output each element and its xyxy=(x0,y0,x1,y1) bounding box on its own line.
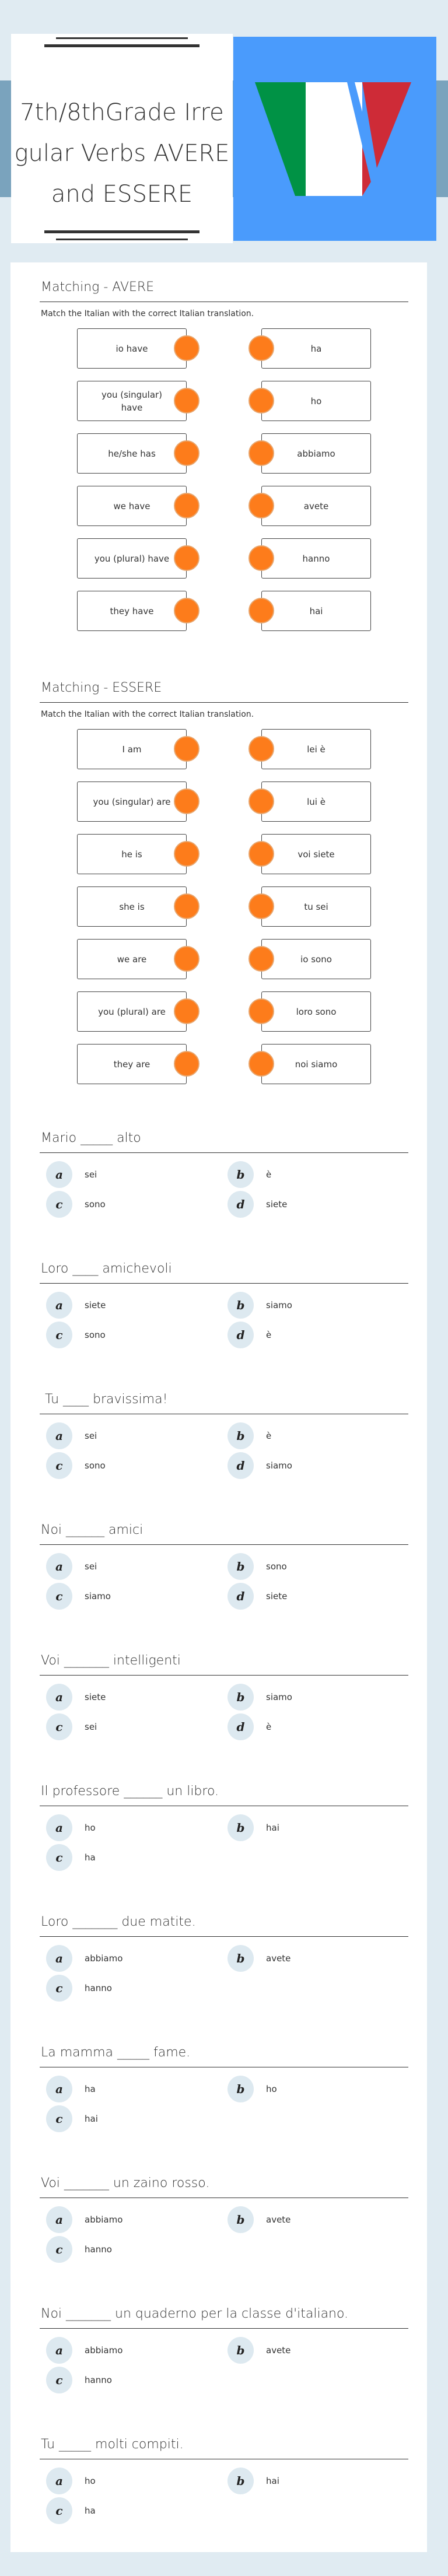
answer-option[interactable] xyxy=(228,2337,290,2364)
question-prompt: Loro ____ amichevoli xyxy=(41,1261,172,1276)
answer-option[interactable] xyxy=(228,1814,279,1841)
answer-option[interactable] xyxy=(228,1684,292,1711)
option-text: abbiamo xyxy=(85,1953,123,1964)
match-right-connector[interactable] xyxy=(249,335,274,361)
answer-option[interactable] xyxy=(46,1191,106,1218)
match-right-item[interactable]: loro sono xyxy=(261,991,371,1032)
match-left-item[interactable]: we have xyxy=(77,486,187,526)
match-right-item[interactable]: ho xyxy=(261,381,371,421)
option-text: avete xyxy=(266,1953,291,1964)
option-text: hai xyxy=(266,2476,279,2486)
match-left-item[interactable]: she is xyxy=(77,886,187,927)
section-divider xyxy=(40,702,408,703)
match-right-item[interactable]: lui è xyxy=(261,781,371,822)
answer-option[interactable] xyxy=(228,2076,277,2102)
option-text: è xyxy=(266,1169,272,1180)
option-c-badge: c xyxy=(46,1322,72,1348)
match-right-item[interactable]: avete xyxy=(261,486,371,526)
match-left-item[interactable]: they are xyxy=(77,1044,187,1084)
option-a-badge: a xyxy=(46,2468,72,2494)
option-c-badge: c xyxy=(46,2367,72,2393)
option-d-badge: d xyxy=(228,1322,254,1348)
question-divider xyxy=(40,1544,408,1545)
title-cover xyxy=(11,34,233,243)
answer-option[interactable] xyxy=(228,1583,287,1610)
answer-option[interactable] xyxy=(46,1322,106,1348)
question xyxy=(0,2176,448,2315)
option-b-badge: b xyxy=(228,2468,254,2494)
question-prompt: Mario _____ alto xyxy=(41,1131,141,1145)
divider xyxy=(56,37,188,39)
match-left-connector[interactable] xyxy=(174,545,200,571)
question xyxy=(0,1131,448,1270)
question-divider xyxy=(40,2328,408,2329)
option-text: ha xyxy=(85,1852,96,1863)
match-left-connector[interactable] xyxy=(174,998,200,1024)
answer-option[interactable] xyxy=(228,1713,271,1740)
question-prompt: Voi _______ un zaino rosso. xyxy=(41,2176,210,2191)
option-a-badge: a xyxy=(46,2337,72,2364)
option-b-badge: b xyxy=(228,1945,254,1972)
option-text: siete xyxy=(85,1300,106,1310)
option-c-badge: c xyxy=(46,2105,72,2132)
option-text: siamo xyxy=(266,1300,292,1310)
divider xyxy=(44,230,200,233)
match-right-item[interactable]: tu sei xyxy=(261,886,371,927)
answer-option[interactable] xyxy=(228,1161,271,1188)
question-divider xyxy=(40,1283,408,1284)
question xyxy=(0,1523,448,1662)
option-b-badge: b xyxy=(228,1553,254,1580)
answer-option[interactable] xyxy=(228,1191,287,1218)
option-text: ha xyxy=(85,2505,96,2516)
match-right-connector[interactable] xyxy=(249,440,274,466)
option-c-badge: c xyxy=(46,2236,72,2263)
option-text: hai xyxy=(85,2114,98,2124)
option-text: sono xyxy=(85,1330,106,1340)
option-text: sono xyxy=(85,1460,106,1471)
match-left-connector[interactable] xyxy=(174,893,200,919)
option-text: sei xyxy=(85,1169,97,1180)
option-text: siamo xyxy=(266,1460,292,1471)
option-text: è xyxy=(266,1431,272,1441)
answer-option[interactable] xyxy=(46,1945,123,1972)
section-title: Matching - ESSERE xyxy=(41,681,162,695)
match-right-item[interactable]: hai xyxy=(261,591,371,631)
option-a-badge: a xyxy=(46,1422,72,1449)
option-a-badge: a xyxy=(46,2206,72,2233)
question-prompt: La mamma _____ fame. xyxy=(41,2045,191,2060)
option-text: ho xyxy=(266,2084,277,2094)
answer-option[interactable] xyxy=(46,2497,96,2524)
option-b-badge: b xyxy=(228,1814,254,1841)
match-left-connector[interactable] xyxy=(174,736,200,762)
question-prompt: Tu ____ bravissima! xyxy=(41,1392,168,1407)
question-prompt: Tu _____ molti compiti. xyxy=(41,2437,184,2452)
question-divider xyxy=(40,1152,408,1153)
match-right-connector[interactable] xyxy=(249,598,274,623)
answer-option[interactable] xyxy=(228,1292,292,1319)
option-a-badge: a xyxy=(46,1814,72,1841)
match-right-item[interactable]: hanno xyxy=(261,538,371,579)
match-left-item[interactable]: he is xyxy=(77,834,187,874)
option-text: siete xyxy=(266,1591,288,1601)
match-right-connector[interactable] xyxy=(249,946,274,972)
option-text: hanno xyxy=(85,2375,112,2385)
option-c-badge: c xyxy=(46,1583,72,1610)
match-left-item[interactable]: you (singular) have xyxy=(77,381,187,421)
option-text: sei xyxy=(85,1561,97,1572)
match-right-item[interactable]: voi siete xyxy=(261,834,371,874)
match-left-item[interactable]: I am xyxy=(77,729,187,769)
instruction-text: Match the Italian with the correct Italian translation. xyxy=(41,710,254,719)
option-a-badge: a xyxy=(46,2076,72,2102)
match-right-connector[interactable] xyxy=(249,998,274,1024)
answer-option[interactable] xyxy=(46,2206,123,2233)
match-left-item[interactable]: you (singular) are xyxy=(77,781,187,822)
option-text: siete xyxy=(85,1692,106,1702)
section-title: Matching - AVERE xyxy=(41,280,155,295)
question-prompt: Loro _______ due matite. xyxy=(41,1915,196,1929)
answer-option[interactable] xyxy=(46,1452,106,1479)
question xyxy=(0,1915,448,2053)
answer-option[interactable] xyxy=(228,1322,271,1348)
italy-flag-logo xyxy=(233,37,436,241)
option-c-badge: c xyxy=(46,1844,72,1871)
match-left-item[interactable]: he/she has xyxy=(77,433,187,474)
option-text: ho xyxy=(85,2476,96,2486)
option-b-badge: b xyxy=(228,1161,254,1188)
question-prompt: Noi ______ amici xyxy=(41,1523,144,1537)
answer-option[interactable] xyxy=(46,2468,96,2494)
option-d-badge: d xyxy=(228,1191,254,1218)
answer-option[interactable] xyxy=(46,1713,97,1740)
answer-option[interactable] xyxy=(228,2468,279,2494)
question xyxy=(0,2437,448,2576)
answer-option[interactable] xyxy=(228,1452,292,1479)
answer-option[interactable] xyxy=(46,1844,96,1871)
option-b-badge: b xyxy=(228,2206,254,2233)
option-b-badge: b xyxy=(228,1422,254,1449)
option-text: abbiamo xyxy=(85,2345,123,2356)
match-left-connector[interactable] xyxy=(174,335,200,361)
match-left-item[interactable]: you (plural) are xyxy=(77,991,187,1032)
option-text: siamo xyxy=(266,1692,292,1702)
option-text: sei xyxy=(85,1722,97,1732)
match-left-connector[interactable] xyxy=(174,841,200,867)
option-text: avete xyxy=(266,2214,291,2225)
question xyxy=(0,2307,448,2445)
option-text: è xyxy=(266,1330,272,1340)
question xyxy=(0,1261,448,1400)
option-text: hai xyxy=(266,1823,279,1833)
option-text: è xyxy=(266,1722,272,1732)
option-text: hanno xyxy=(85,1983,112,1993)
option-d-badge: d xyxy=(228,1452,254,1479)
option-text: sei xyxy=(85,1431,97,1441)
match-right-connector[interactable] xyxy=(249,1051,274,1077)
option-c-badge: c xyxy=(46,1452,72,1479)
answer-option[interactable] xyxy=(46,1975,112,2002)
match-right-connector[interactable] xyxy=(249,841,274,867)
match-left-connector[interactable] xyxy=(174,440,200,466)
answer-option[interactable] xyxy=(46,2337,123,2364)
match-left-item[interactable]: io have xyxy=(77,328,187,369)
question-prompt: Voi _______ intelligenti xyxy=(41,1653,181,1668)
instruction-text: Match the Italian with the correct Italian translation. xyxy=(41,309,254,318)
option-text: sono xyxy=(85,1199,106,1210)
answer-option[interactable] xyxy=(46,2105,98,2132)
question-prompt: Noi _______ un quaderno per la classe d'italiano. xyxy=(41,2307,349,2321)
question xyxy=(0,1784,448,1923)
match-right-item[interactable]: abbiamo xyxy=(261,433,371,474)
match-right-item[interactable]: ha xyxy=(261,328,371,369)
match-left-item[interactable]: we are xyxy=(77,939,187,979)
option-text: siamo xyxy=(85,1591,111,1601)
question xyxy=(0,2045,448,2184)
option-a-badge: a xyxy=(46,1945,72,1972)
option-text: siete xyxy=(266,1199,288,1210)
option-c-badge: c xyxy=(46,1975,72,2002)
match-right-item[interactable]: noi siamo xyxy=(261,1044,371,1084)
match-right-connector[interactable] xyxy=(249,893,274,919)
answer-option[interactable] xyxy=(46,1161,97,1188)
option-text: avete xyxy=(266,2345,291,2356)
match-right-connector[interactable] xyxy=(249,388,274,413)
match-left-connector[interactable] xyxy=(174,388,200,413)
match-right-connector[interactable] xyxy=(249,788,274,814)
match-left-item[interactable]: they have xyxy=(77,591,187,631)
divider xyxy=(44,44,200,47)
answer-option[interactable] xyxy=(46,1583,111,1610)
match-left-connector[interactable] xyxy=(174,1051,200,1077)
option-text: ha xyxy=(85,2084,96,2094)
match-right-item[interactable]: lei è xyxy=(261,729,371,769)
question-prompt: Il professore ______ un libro. xyxy=(41,1784,219,1799)
option-b-badge: b xyxy=(228,2076,254,2102)
option-text: abbiamo xyxy=(85,2214,123,2225)
option-d-badge: d xyxy=(228,1713,254,1740)
option-a-badge: a xyxy=(46,1292,72,1319)
match-right-item[interactable]: io sono xyxy=(261,939,371,979)
option-b-badge: b xyxy=(228,1292,254,1319)
option-c-badge: c xyxy=(46,1713,72,1740)
answer-option[interactable] xyxy=(46,2236,112,2263)
option-text: ho xyxy=(85,1823,96,1833)
option-text: hanno xyxy=(85,2244,112,2255)
match-right-connector[interactable] xyxy=(249,736,274,762)
option-b-badge: b xyxy=(228,2337,254,2364)
option-d-badge: d xyxy=(228,1583,254,1610)
question xyxy=(0,1653,448,1792)
answer-option[interactable] xyxy=(228,1553,287,1580)
divider xyxy=(56,239,188,240)
match-left-connector[interactable] xyxy=(174,598,200,623)
match-left-item[interactable]: you (plural) have xyxy=(77,538,187,579)
option-a-badge: a xyxy=(46,1684,72,1711)
answer-option[interactable] xyxy=(46,1814,96,1841)
answer-option[interactable] xyxy=(228,1945,290,1972)
question-divider xyxy=(40,1675,408,1676)
question xyxy=(0,1392,448,1531)
match-right-connector[interactable] xyxy=(249,545,274,571)
option-c-badge: c xyxy=(46,2497,72,2524)
answer-option[interactable] xyxy=(46,1292,106,1319)
match-right-connector[interactable] xyxy=(249,493,274,518)
answer-option[interactable] xyxy=(46,2076,96,2102)
option-b-badge: b xyxy=(228,1684,254,1711)
option-c-badge: c xyxy=(46,1191,72,1218)
option-a-badge: a xyxy=(46,1553,72,1580)
answer-option[interactable] xyxy=(228,1422,271,1449)
match-left-connector[interactable] xyxy=(174,493,200,518)
page-title: 7th/8thGrade Irregular Verbs AVERE and ESSERE xyxy=(14,99,230,208)
option-a-badge: a xyxy=(46,1161,72,1188)
option-text: sono xyxy=(266,1561,287,1572)
question-divider xyxy=(40,1936,408,1937)
answer-option[interactable] xyxy=(46,1422,97,1449)
answer-option[interactable] xyxy=(46,1684,106,1711)
answer-option[interactable] xyxy=(228,2206,290,2233)
answer-option[interactable] xyxy=(46,1553,97,1580)
match-left-connector[interactable] xyxy=(174,788,200,814)
match-left-connector[interactable] xyxy=(174,946,200,972)
answer-option[interactable] xyxy=(46,2367,112,2393)
